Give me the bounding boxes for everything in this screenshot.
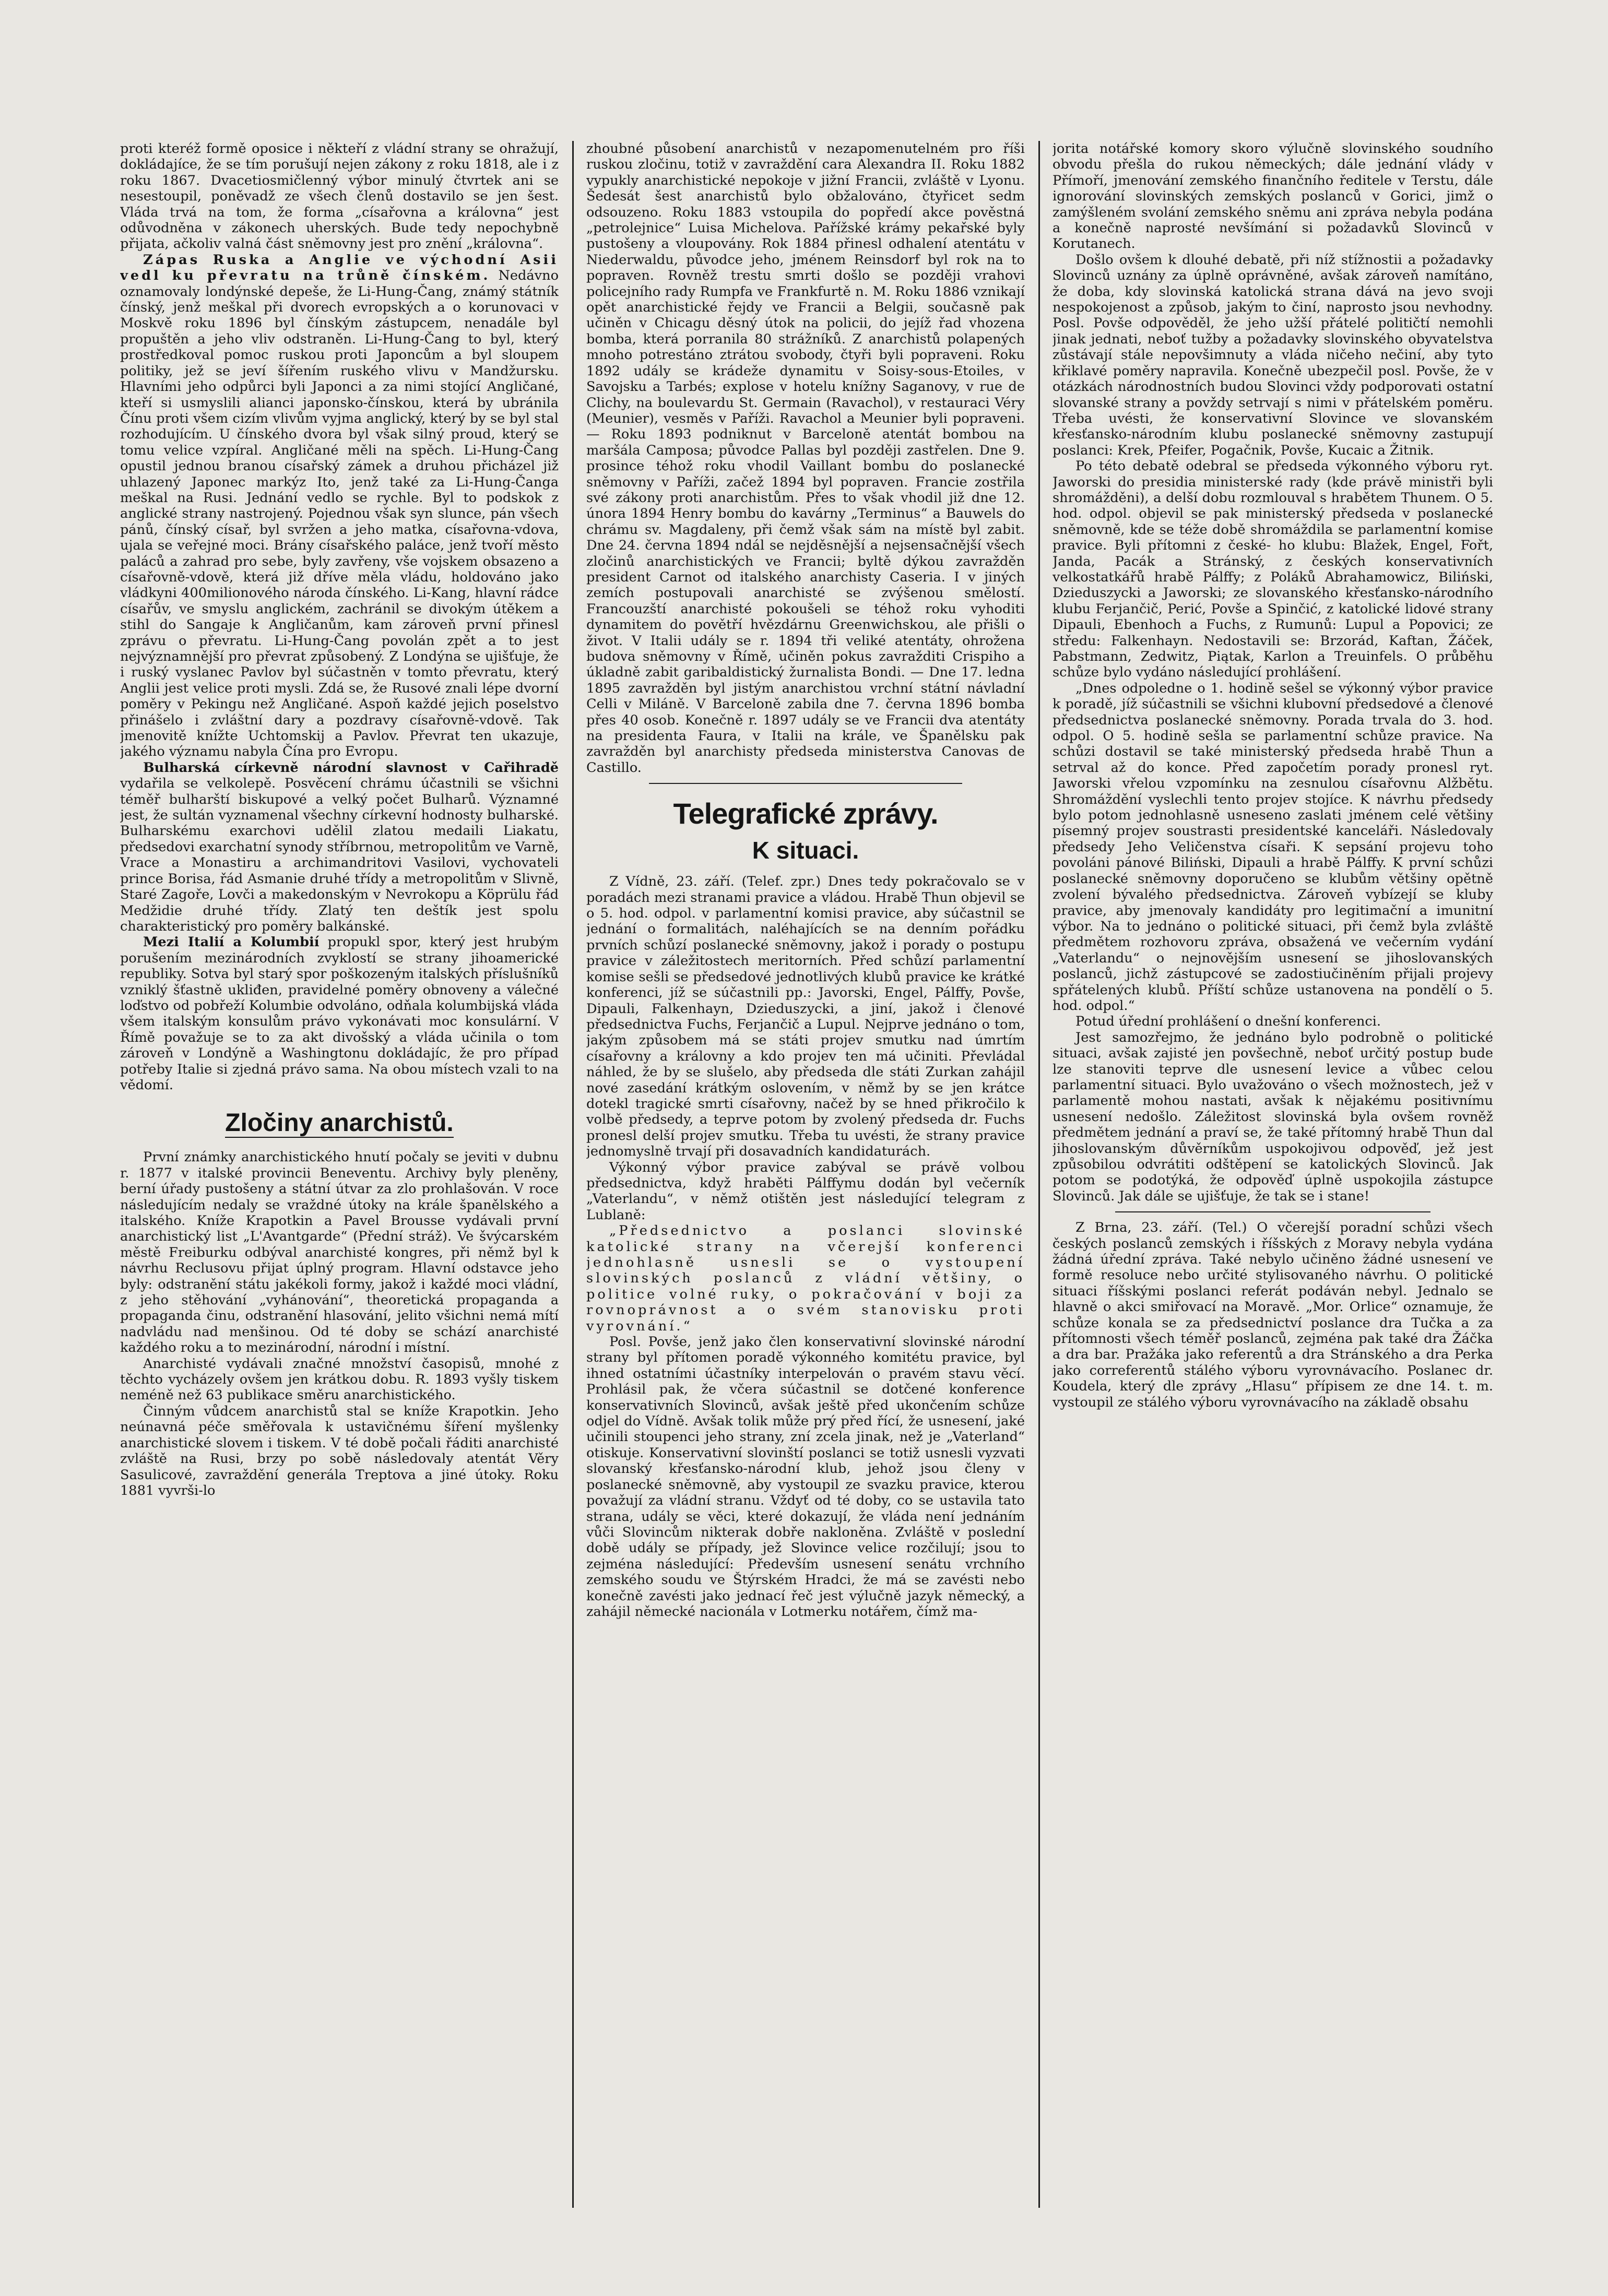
news-item [120, 252, 559, 760]
article-text: Činným vůdcem anarchistů stal se kníže Krapotkin. Jeho neúnavná péče směřovala k ustavičnému šíření myšlenky anarchistické slovem i tiskem. V té době počali řáditi anarchisté zvláště na Rusi, brzy po sobě následovaly atentát Věry Sasulicové, zavraždění generála Treptova a jiné útoky. Roku 1881 vyvrši-lo [120, 1403, 559, 1498]
article-text: Jest samozřejmo, že jednáno bylo podrobně o politické situaci, avšak zajisté jen povšechně, neboť určitý postup bude lze stanoviti teprve dle usnesení levice a vůbec celou parlamentní situaci. Bylo uvažováno o všech možnostech, jež v parlamentě mohou nastati, avšak k nějakému positivnímu usnesení nedošlo. Záležitost slovinská byla ovšem rovněž předmětem jednání a praví se, že také přítomný hrabě Thun dal jihoslovanským důvěrníkům uspokojivou odpověď, jež jest způsobilou odvrátiti odštěpení se katolických Slovinců. Jak potom se podotýká, že odpověď úplně uspokojila zástupce Slovinců. Jak dále se ujišťuje, že tak se i stane! [1053, 1029, 1493, 1204]
news-item [120, 934, 559, 1093]
article-text: Anarchisté vydávali značné množství časopisů, mnohé z těchto vycházely ovšem jen krátkou dobu. R. 1893 vyšly tiskem neméně než 63 publikace směru anarchistického. [120, 1355, 559, 1403]
quoted-telegram: „Předsednictvo a poslanci slovinské katolické strany na včerejší konferenci jednohlasně usnesli se o vystoupení slovinských poslanců z vládní většiny, o politice volné ruky, o pokračování v boji za rovnoprávnost a o svém stanovisku proti vyrovnání.“ [586, 1223, 1025, 1334]
article-text: proti kteréž formě oposice i někteří z vládní strany se ohražují, dokládajíce, že se tím porušují nejen zákony z roku 1818, ale i z roku 1867. Dvacetiosmičlenný výbor minulý čtvrtek ani se nesestoupil, poněvadž ze všech členů dostavilo se jen šest. Vláda trvá na tom, že forma „císařovna a královna“ jest odůvodněna v zákonech uherských. Bude tedy nepochybně přijata, ačkoliv valná část sněmovny jest pro znění „královna“. [120, 141, 559, 252]
article-text: První známky anarchistického hnutí počaly se jeviti v dubnu r. 1877 v italské provincii Beneventu. Archivy byly pleněny, berní úřady pustošeny a státní útvar za zlo prohlašován. V roce následujícím nedaly se vraždné útoky na krále španělského a italského. Kníže Krapotkin a Pavel Brousse vydávali první anarchistický list „L'Avantgarde“ (Přední stráž). Ve švýcarském městě Freiburku odbýval anarchisté kongres, při němž byl k návrhu Reclusovu přijat úplný program. Hlavní odstavce jeho byly: odstranění státu jakékoli formy, jakož i každé moci vládní, z jeho stěhování „vyhánování“, theoretická propaganda a propaganda činu, odstranění hlasování, jelito všichni nemá mítí nadvládu nad menšinou. Od té doby se schází anarchisté každého roku a to mezinárodní, národní i místní. [120, 1149, 559, 1356]
article-text: zhoubné působení anarchistů v nezapomenutelném pro říši ruskou zločinu, totiž v zavraždění cara Alexandra II. Roku 1882 vypukly anarchistické nepokoje v jižní Francii, zvláště v Lyonu. Šedesát šest anarchistů bylo obžalováno, čtyřicet sedm odsouzeno. Roku 1883 vstoupila do popředí akce pověstná „petrolejnice“ Luisa Michelova. Pařížské krámy pekařské byly pustošeny a vloupovány. Rok 1884 přinesl odhalení atentátu v Niederwaldu, původce jeho, jménem Reinsdorf byl rok na to popraven. Rovněž trestu smrti došlo se později vrahovi policejního rady Rumpfa ve Frankfurtě n. M. Roku 1886 vznikají opět anarchistické řejdy ve Francii a Belgii, současně pak učiněn v Chicagu děsný útok na policii, do jejíž řad vhozena bomba, která porranila 80 strážníků. Z anarchistů polapených mnoho potrestáno ztrátou svobody, čtyři byli popraveni. Roku 1892 udály se krádeže dynamitu v Soisy-sous-Etoiles, v Savojsku a Tarbés; explose v hotelu knížny Saganovy, v rue de Clichy, na boulevardu St. Germain (Ravachol), v restauraci Véry (Meunier), vesměs v Paříži. Ravachol a Meunier byli popraveni. — Roku 1893 podniknut v Barceloně atentát bombou na maršála Camposa; původce Pallas byl později zastřelen. Dne 9. prosince téhož roku vhodil Vaillant bombu do poslanecké sněmovny v Paříži, začež 1894 byl popraven. Francie zostřila své zákony proti anarchistům. Přes to však vhodil již dne 12. února 1894 Henry bombu do kavárny „Terminus“ a Bauwels do chrámu sv. Magdaleny, při čemž však sám na místě byl zabit. Dne 24. června 1894 ndál se nejděsnější a nejsensačnější všech zločinů anarchistických ve Francii; byltě dýkou zavražděn president Carnot od italského anarchisty Caseria. I v jiných zemích postupovali anarchisté se zvýšenou smělostí. Francouzští anarchisté pokoušeli se téhož roku vyhoditi dynamitem do povětří hvězdárnu Greenwichskou, ale přišli o život. V Italii udály se r. 1894 tři veliké atentáty, ohrožena budova sněmovny v Římě, učiněn pokus zavražditi Crispiho a úkladně zabit garibaldistický žurnalista Bondi. — Dne 17. ledna 1895 zavražděn byl jistým anarchistou vrchní státní návladní Celli v Miláně. V Barceloně zabila dne 7. června 1896 bomba přes 40 osob. Konečně r. 1897 udály se ve Francii dva atentáty na presidenta Faura, v Italii na krále, ve Španělsku pak zavražděn byl anarchisty předseda ministerstva Canovas de Castillo. [586, 141, 1025, 776]
news-lead: Mezi Italií a Kolumbií [143, 934, 320, 950]
section-heading-telegrams: Telegrafické zprávy. [673, 797, 938, 830]
article-text: Z Vídně, 23. září. (Telef. zpr.) Dnes tedy pokračovalo se v poradách mezi stranami pravice a vládou. Hrabě Thun objevil se o 5. hod. odpol. v parlamentní komisi pravice, aby súčastnil se jednání o formalitách, naléhajících se na denním pořádku prvních schůzí poslanecké sněmovny, jakož i porady o postupu pravice v záležitostech meritorních. Před schůzí parlamentní komise sešli se předsedové jednotlivých klubů pravice ke krátké konferenci, jíž se súčastnili pp.: Javorski, Engel, Pálffy, Povše, Dipauli, Falkenhayn, Dzieduszycki, a jiní, jakož i členové předsednictva Fuchs, Ferjančič a Lupul. Nejprve jednáno o tom, jakým způsobem má se státi projev smutku nad úmrtím císařovny a královny a kdo projev ten má učiniti. Převládal náhled, že by se slušelo, aby předseda dle státi Zurkan zahájil nové zasedání krátkým oslovením, v němž by se jen krátce dotekl tragické smrti císařovny, načež by se hned přikročilo k volbě předsedy, a teprve potom by zvolený předseda dr. Fuchs pronesl delší projev smutku. Třeba tu uvésti, že strany pravice jednomyslně trvají při dosavadních kandidaturách. [586, 874, 1025, 1160]
divider [1115, 1211, 1430, 1212]
article-text: Z Brna, 23. září. (Tel.) O včerejší poradní schůzi všech českých poslanců zemských i říšských z Moravy nebyla vydána žádná úřední zpráva. Také nebylo učiněno žádné usnesení ve formě resoluce nebo určité stylisovaného návrhu. O politické situaci říšskými poslanci referát podáván nebyl. Jednalo se hlavně o akci smiřovací na Moravě. „Mor. Orlice“ oznamuje, že schůze konala se za předsednictví poslance dra Tučka a za přítomnosti všech téměř poslanců, zejména pak také dra Žáčka a dra bar. Pražáka jako referentů a dra Stránského a dra Perka jako correferentů stálého výboru vyrovnávacího. Poslanec dr. Koudela, který dle zprávy „Hlasu“ přípisem ze dne 14. t. m. vystoupil ze stálého výboru vyrovnávacího na základě obsahu [1053, 1220, 1493, 1410]
subheading-situation: K situaci. [752, 837, 859, 864]
article-text: Po této debatě odebral se předseda výkonného výboru ryt. Jaworski do presidia ministerské rady (kde právě ministři byli shromážděni), a delší dobu rozmlouval s hrabětem Thunem. O 5. hod. odpol. objevil se pak ministerský předseda v poslanecké sněmovně, kde se téže době shromáždila se parlamentní komise pravice. Byli přítomni z české- ho klubu: Blažek, Engel, Fořt, Janda, Pacák a Stránský, z českých konservativních velkostatkářů hrabě Pálffy; z Poláků Abrahamowicz, Biliński, Dzieduszycki a Jaworski; ze slovanského křesťansko-národního klubu Ferjančič, Perić, Povše a Spinčić, z katolické lidové strany Dipauli, Ebenhoch a Fuchs, z Rumunů: Lupul a Popovici; ze středu: Falkenhayn. Nedostavili se: Brzorád, Kaftan, Žáček, Pabstmann, Zedwitz, Piątak, Karlon a Treuinfels. O průběhu schůze bylo vydáno následující prohlášení. [1053, 458, 1493, 681]
article-text: jorita notářské komory skoro výlučně slovinského soudního obvodu přešla do rukou německých; dále jednání vlády v Přímoří, jmenování zemského finančního ředitele v Terstu, dále ignorování slovinských zemských poslanců v Gorici, jimž o zamýšleném svolání zemského sněmu ani zpráva nebyla podána a konečně naprosté nevšímání si požadavků Slovinců v Korutanech. [1053, 141, 1493, 252]
newspaper-page [120, 141, 1493, 2208]
column-divider [572, 141, 574, 2208]
column-1 [120, 141, 559, 2208]
section-heading-anarchists: Zločiny anarchistů. [225, 1109, 454, 1137]
column-3 [1053, 141, 1493, 2208]
article-text: „Dnes odpoledne o 1. hodině sešel se výkonný výbor pravice k poradě, jíž súčastnili se všichni klubovní předsedové a členové předsednictva poslanecké sněmovny. Porada trvala do 3. hod. odpol. O 5. hodině sešla se parlamentní schůze pravice. Na schůzi dostavil se také ministerský předseda hrabě Thun a setrval až do konce. Před započetím porady pronesl ryt. Jaworski vřelou vzpomínku na zesnulou císařovnu Alžbětu. Shromáždění vyslechli tento projev stojíce. K návrhu předsedy bylo potom jednohlasně usneseno zaslati jménem celé většiny písemný projev soustrasti presidentské kanceláři. Následovaly předsedy Jeho Veličenstva císaři. K sepsání projevu toho povoláni pánové Biliński, Dipauli a hrabě Pálffy. K první schůzi poslanecké sněmovny doporučeno se klubům většiny opětně zvolení bývalého předsednictva. Zároveň vybízejí se kluby pravice, aby jmenovaly kandidáty pro legitimační a imunitní výbor. Na to jednáno o politické situaci, při čemž byla zvláště předmětem rozhovoru zpráva, obsažená ve večerním vydání „Vaterlandu“ o nejnovějším usnesení se jihoslovanských poslanců, jichž zástupcové se zadostiučiněním přijali projevy spřátelených klubů. Příští schůze ustanovena na pondělí o 5. hod. odpol.“ [1053, 680, 1493, 1014]
article-text: Výkonný výbor pravice zabýval se právě volbou předsednictva, když hraběti Pálffymu dodán byl večerník „Vaterlandu“, v němž otištěn jest následující telegram z Lublaně: [586, 1159, 1025, 1223]
news-body: propukl spor, který jest hrubým porušením mezinárodních zvyklostí se strany jihoamerické republiky. Sotva byl starý spor poškozeným italských příslušníků vzniklý šťastně ukliđen, pravidelné poměry obnoveny a válečné loďstvo od pobřeží Kolumbie odvoláno, odňala kolumbijská vláda všem italským konsulům právo vykonávati moc konsulární. V Římě považuje se to za akt divošský a vláda učinila o tom zároveň v Londýně a Washingtonu dokládajíc, že pro případ potřeby Italie si zjedná právo sama. Na obou místech vzali to na vědomí. [120, 934, 559, 1093]
column-2 [586, 141, 1025, 2208]
news-body: vydařila se velkolepě. Posvěcení chrámu účastnili se všichni téměř bulharští biskupové a velký počet Bulharů. Významné jest, že sultán vyznamenal všechny církevní hodnosty bulharské. Bulharskému exarchovi udělil zlatou medaili Liakatu, předsedovi exarchatní synody stříbrnou, metropolitům ve Varně, Vrace a Monastiru a archimandritovi Vasilovi, vychovateli prince Borisa, řád Asmanie druhé třídy a metropolitům v Slivně, Staré Zagoře, Lovči a makedonským v Nevrokopu a Köprülu řád Medžidie druhé třídy. Zlatý ten deštík jest spolu charakteristický pro poměry balkánské. [120, 776, 559, 934]
article-text: Došlo ovšem k dlouhé debatě, při níž stížnostii a požadavky Slovinců uznány za úplně oprávněné, avšak zároveň namítáno, že doba, kdy slovinská katolická strana dává na jevo svoji nespokojenost a způsob, jakým to činí, naprosto jsou nevhodny. Posl. Povše odpověděl, že jeho užší přátelé političtí nemohli jinak jednati, neboť tužby a požadavky slovinského obyvatelstva zůstávají stále nepovšimnuty a vláda ničeho nečiní, aby tyto křiklavé poměry napravila. Konečně ubezpečil posl. Povše, že v otázkách národnostních budou Slovinci vždy podporovati ostatní slovanské strany a povždy setrvají s nimi v přátelském poměru. Třeba uvésti, že konservativní Slovince ve slovanském křesťansko-národním klubu poslanecké sněmovny zastupují poslanci: Krek, Pfeifer, Pogačnik, Povše, Kucaic a Žitnik. [1053, 252, 1493, 458]
news-item [120, 760, 559, 934]
news-body: Nedávno oznamovaly londýnské depeše, že Li-Hung-Čang, známý státník čínský, jenž meškal při dvorech evropských a o korunovaci v Moskvě roku 1896 byl čínským zástupcem, nenadále byl propuštěn a jeho vliv odstraněn. Li-Hung-Čang to byl, který prostředkoval pomoc ruskou proti Japoncům a byl sloupem politiky, jež se jeví šířením ruského vlivu v Mandžursku. Hlavními jeho odpůrci byli Japonci a za nimi stojící Angličané, kteří si usmyslili alianci japonsko-čínskou, která by ubránila Čínu proti všem cizím vlivům vyjma anglický, který by se byl stal rozhodujícím. U čínského dvora byl však silný proud, který se tomu velice vzpíral. Angličané měli na spěch. Li-Hung-Čang opustil jednou branou císařský zámek a druhou přicházel již uhlazený Japonec markýz Ito, jenž také za Li-Hung-Čanga meškal na Rusi. Jednání vedlo se rychle. Byl to podskok z anglické strany nastrojený. Pojednou však syn slunce, pán všech pánů, čínský císař, byl svržen a jeho matka, císařovna-vdova, ujala se veřejné moci. Brány císařského paláce, jenž tvoří město paláců a zahrad pro sebe, byly zavřeny, vše vojskem obsazeno a císařovně-vdově, která již dříve měla vládu, holdováno jako vládkyni 400milionového národa čínského. Li-Kang, hlavní rádce císařův, ve smyslu anglickém, zachránil se divokým útěkem a stihl do Sangaje k Angličanům, kam zároveň první přinesl zprávu o převratu. Li-Hung-Čang povolán zpět a to jest nejvýznamnější pro převrat způsobený. Z Londýna se ujišťuje, že i ruský vyslanec Pavlov byl súčastněn v tomto převratu, který Anglii jest velice proti mysli. Zdá se, že Rusové znali lépe dvorní poměry v Pekingu než Angličané. Aspoň každé jejich poselstvo přinášelo i zvláštní dary a pozdravy císařovně-vdově. Tak jmenovitě knížte Uchtomskij a Pavlov. Převrat ten ukazuje, jakého významu nabyla Čína pro Evropu. [120, 268, 559, 760]
news-lead: Zápas Ruska a Anglie ve východní Asii vedl ku převratu na trůně čínském. [120, 252, 559, 284]
article-text: Posl. Povše, jenž jako člen konservativní slovinské národní strany byl přítomen poradě výkonného komitétu pravice, byl ihned ostatními účastníky interpelován o pravém stavu věcí. Prohlásil pak, že včera súčastnil se dotčené konference konservativních Slovinců, avšak ještě před ukončením schůze odjel do Vídně. Avšak tolik může prý před řící, že usnesení, jaké učinili stoupenci jeho strany, zní zcela jinak, než je „Vaterland“ otiskuje. Konservativní slovinští poslanci se totiž usnesli vyzvati slovanský křesťansko-národní klub, jehož jsou členy v poslanecké sněmovně, aby vystoupil ze svazku pravice, kterou považují za vládní stranu. Vždyť od té doby, co se ustavila tato strana, udály se věci, které dokazují, že vláda není jednáním vůči Slovincům nikterak dobře nakloněna. Zvláště v poslední době udály se případy, jež Slovince velice rozčilují; jsou to zejména následující: Především usnesení senátu vrchního zemského soudu ve Štýrském Hradci, že má se zavésti nebo konečně zavésti jako jednací řeč jest výlučně jazyk německý, a zahájil německé nacionála v Lotmerku notářem, čímž ma- [586, 1334, 1025, 1620]
news-lead: Bulharská církevně národní slavnost v Cařihradě [143, 759, 559, 776]
column-divider [1038, 141, 1040, 2208]
divider [649, 783, 962, 784]
article-text: Potud úřední prohlášení o dnešní konferenci. [1075, 1014, 1381, 1030]
